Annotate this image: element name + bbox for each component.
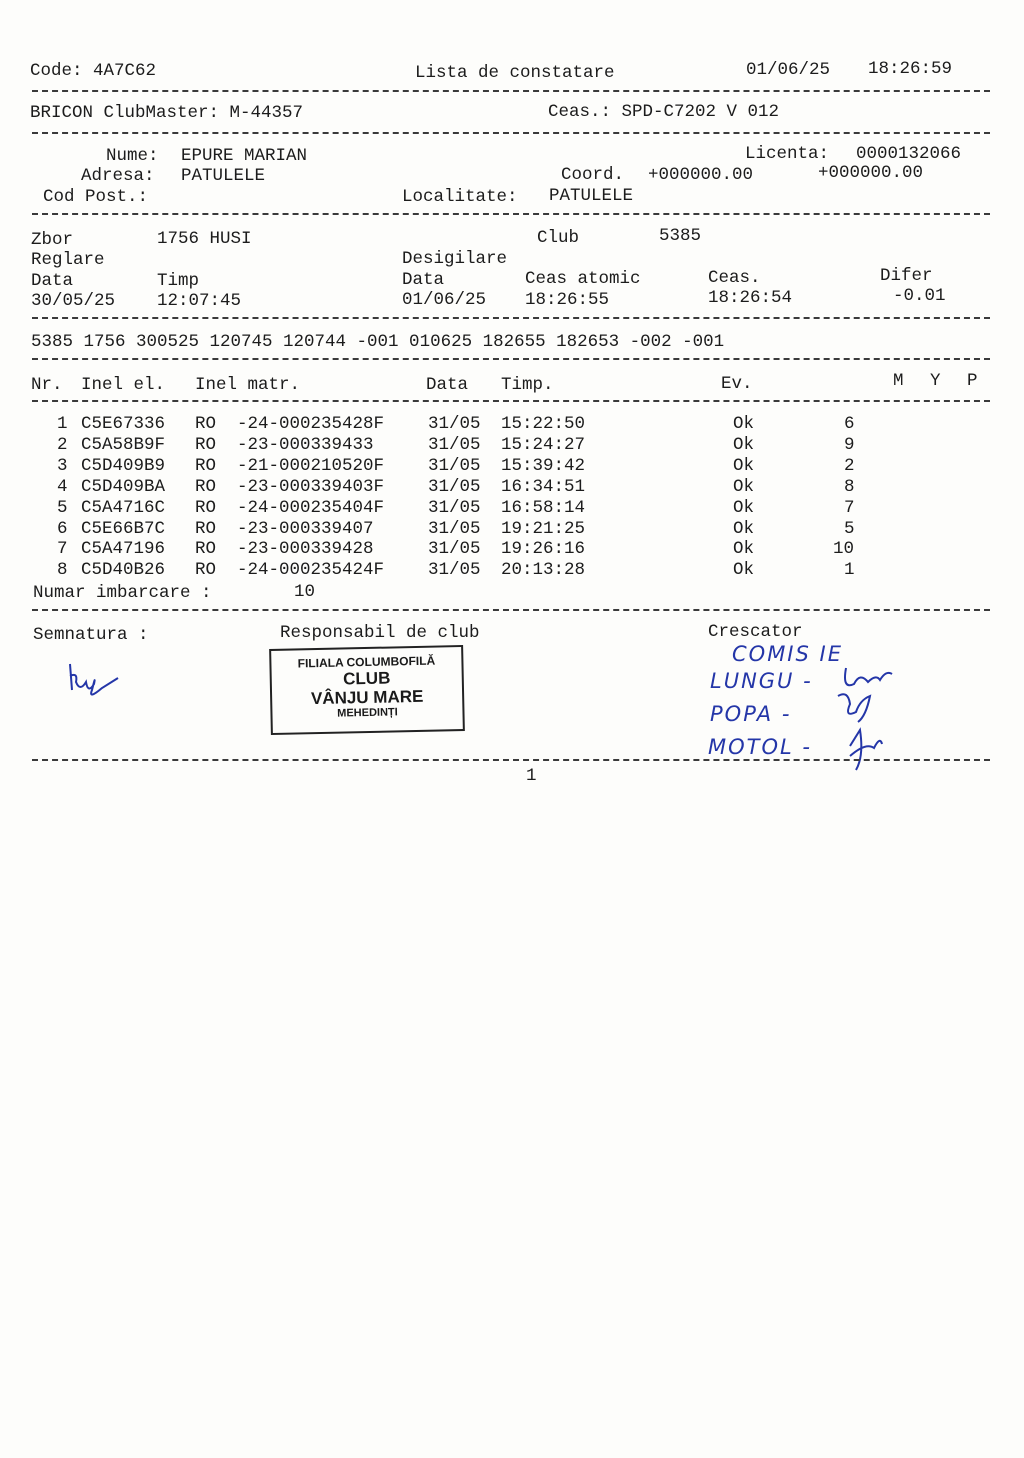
reglare-data-label: Data	[31, 271, 74, 291]
cell-timp: 15:24:27	[501, 434, 586, 455]
flight-value: 1756 HUSI	[157, 229, 252, 249]
table-row	[0, 519, 1024, 540]
cell-inel-matr: RO -23-000339428	[195, 539, 374, 560]
postal-label: Cod Post.:	[43, 187, 149, 207]
club-responsible-label: Responsabil de club	[280, 623, 480, 643]
license-label: Licenta:	[745, 144, 830, 164]
difer: -0.01	[893, 286, 946, 306]
ceas-label: Ceas.	[708, 268, 761, 288]
cell-timp: 15:22:50	[501, 414, 586, 434]
boarding-count: 10	[294, 582, 316, 602]
col-inel-matr: Inel matr.	[195, 375, 301, 395]
cell-nr: 6	[57, 518, 68, 539]
flight-label: Zbor	[31, 230, 74, 250]
cell-m: 8	[844, 476, 855, 497]
club-stamp	[269, 645, 465, 735]
cell-ev: Ok	[733, 414, 755, 434]
cell-inel-matr: RO -21-000210520F	[195, 455, 385, 476]
cell-data: 31/05	[428, 414, 481, 434]
commission-signatures	[820, 660, 900, 780]
cell-m: 9	[844, 434, 855, 455]
cell-data: 31/05	[428, 497, 481, 518]
cell-inel-el: C5E67336	[81, 414, 166, 434]
cell-ev: Ok	[733, 497, 755, 518]
cell-m: 1	[844, 560, 855, 581]
cell-ev: Ok	[733, 539, 755, 560]
cell-nr: 7	[57, 539, 68, 560]
cell-ev: Ok	[733, 455, 755, 476]
divider	[32, 213, 990, 215]
owner-name: EPURE MARIAN	[181, 146, 308, 166]
page-number: 1	[526, 766, 537, 786]
col-ev: Ev.	[721, 374, 753, 394]
address-label: Adresa:	[81, 166, 155, 186]
ceas-atomic: 18:26:55	[525, 290, 610, 310]
cell-timp: 20:13:28	[501, 560, 586, 581]
desig-data-label: Data	[402, 270, 445, 290]
cell-m: 5	[844, 518, 855, 539]
cell-m: 2	[844, 455, 855, 476]
table-row	[0, 498, 1024, 519]
cell-nr: 5	[57, 497, 68, 518]
ceas-atomic-label: Ceas atomic	[525, 269, 641, 289]
stamp-line-4: MEHEDINȚI	[337, 706, 398, 720]
table-row	[0, 414, 1024, 435]
cell-inel-el: C5A4716C	[81, 497, 166, 518]
breeder-label: Crescator	[708, 622, 803, 642]
cell-inel-el: C5E66B7C	[81, 518, 166, 539]
difer-label: Difer	[880, 266, 933, 286]
divider	[32, 358, 990, 360]
print-time: 18:26:59	[868, 59, 953, 79]
reglare-label: Reglare	[31, 250, 105, 270]
cell-inel-matr: RO -23-000339403F	[195, 476, 385, 497]
stamp-line-3: VÂNJU MARE	[310, 686, 424, 709]
cell-timp: 16:34:51	[501, 476, 586, 497]
col-inel-el: Inel el.	[81, 375, 166, 395]
cell-ev: Ok	[733, 476, 755, 497]
handwritten-line-2: LUNGU -	[710, 669, 813, 693]
reglare-timp-label: Timp	[157, 271, 200, 291]
cell-m: 7	[844, 497, 855, 518]
cell-inel-el: C5A58B9F	[81, 434, 166, 455]
divider	[32, 90, 990, 92]
cell-data: 31/05	[428, 434, 481, 455]
cell-inel-el: C5D40B26	[81, 560, 166, 581]
cell-data: 31/05	[428, 455, 481, 476]
cell-nr: 3	[57, 455, 68, 476]
table-row	[0, 477, 1024, 498]
divider	[32, 317, 990, 319]
cell-nr: 1	[57, 414, 68, 434]
cell-nr: 2	[57, 434, 68, 455]
signature-label: Semnatura :	[33, 625, 149, 645]
col-y: Y	[930, 371, 941, 391]
table-row	[0, 560, 1024, 581]
cell-inel-el: C5A47196	[81, 539, 166, 560]
signature-scribble	[62, 660, 124, 702]
cell-ev: Ok	[733, 560, 755, 581]
cell-inel-el: C5D409BA	[81, 476, 166, 497]
cell-inel-matr: RO -23-000339407	[195, 518, 374, 539]
locality-label: Localitate:	[402, 187, 518, 207]
cell-nr: 4	[57, 476, 68, 497]
table-row	[0, 539, 1024, 560]
table-row	[0, 456, 1024, 477]
cell-nr: 8	[57, 560, 68, 581]
divider	[32, 400, 990, 402]
divider	[32, 759, 990, 761]
divider	[32, 132, 990, 134]
boarding-label: Numar imbarcare :	[33, 583, 212, 603]
print-date: 01/06/25	[746, 60, 831, 80]
clubmaster-id: BRICON ClubMaster: M-44357	[30, 103, 304, 123]
code-line: 5385 1756 300525 120745 120744 -001 010625 182655 182653 -002 -001	[31, 332, 725, 352]
document-code: Code: 4A7C62	[30, 61, 157, 81]
cell-data: 31/05	[428, 476, 481, 497]
license-number: 0000132066	[856, 144, 962, 164]
col-data: Data	[426, 375, 469, 395]
cell-inel-matr: RO -23-000339433	[195, 434, 374, 455]
cell-inel-matr: RO -24-000235428F	[195, 414, 385, 434]
cell-inel-matr: RO -24-000235404F	[195, 497, 385, 518]
cell-ev: Ok	[733, 434, 755, 455]
reglare-timp: 12:07:45	[157, 291, 242, 311]
ceas: 18:26:54	[708, 288, 793, 308]
club-label: Club	[537, 228, 580, 248]
cell-timp: 19:21:25	[501, 518, 586, 539]
cell-ev: Ok	[733, 518, 755, 539]
col-m: M	[893, 371, 904, 391]
desigilare-label: Desigilare	[402, 249, 508, 269]
table-row	[0, 435, 1024, 456]
reglare-data: 30/05/25	[31, 291, 116, 311]
document-title: Lista de constatare	[415, 63, 615, 83]
cell-timp: 16:58:14	[501, 497, 586, 518]
handwritten-line-3: POPA -	[710, 702, 792, 726]
col-p: P	[967, 371, 978, 391]
stamp-line-2: CLUB	[342, 668, 391, 689]
cell-m: 6	[844, 414, 855, 434]
owner-address: PATULELE	[181, 166, 266, 186]
cell-timp: 19:26:16	[501, 539, 586, 560]
cell-timp: 15:39:42	[501, 455, 586, 476]
cell-data: 31/05	[428, 560, 481, 581]
cell-inel-matr: RO -24-000235424F	[195, 560, 385, 581]
cell-data: 31/05	[428, 518, 481, 539]
owner-locality: PATULELE	[549, 186, 634, 206]
coord-lon: +000000.00	[818, 163, 924, 183]
coord-lat: +000000.00	[648, 165, 754, 185]
desig-data: 01/06/25	[402, 290, 487, 310]
cell-m: 10	[833, 539, 855, 560]
handwritten-line-4: MOTOL -	[708, 735, 812, 759]
cell-inel-el: C5D409B9	[81, 455, 166, 476]
clock-id: Ceas.: SPD-C7202 V 012	[548, 102, 780, 122]
club-value: 5385	[659, 226, 702, 246]
stamp-line-1: FILIALA COLUMBOFILĂ	[297, 653, 436, 671]
handwritten-line-1: COMIS IE	[732, 642, 843, 666]
cell-data: 31/05	[428, 539, 481, 560]
col-timp: Timp.	[501, 375, 554, 395]
col-nr: Nr.	[31, 375, 63, 395]
coord-label: Coord.	[561, 165, 625, 185]
name-label: Nume:	[106, 146, 159, 166]
divider	[32, 609, 990, 611]
